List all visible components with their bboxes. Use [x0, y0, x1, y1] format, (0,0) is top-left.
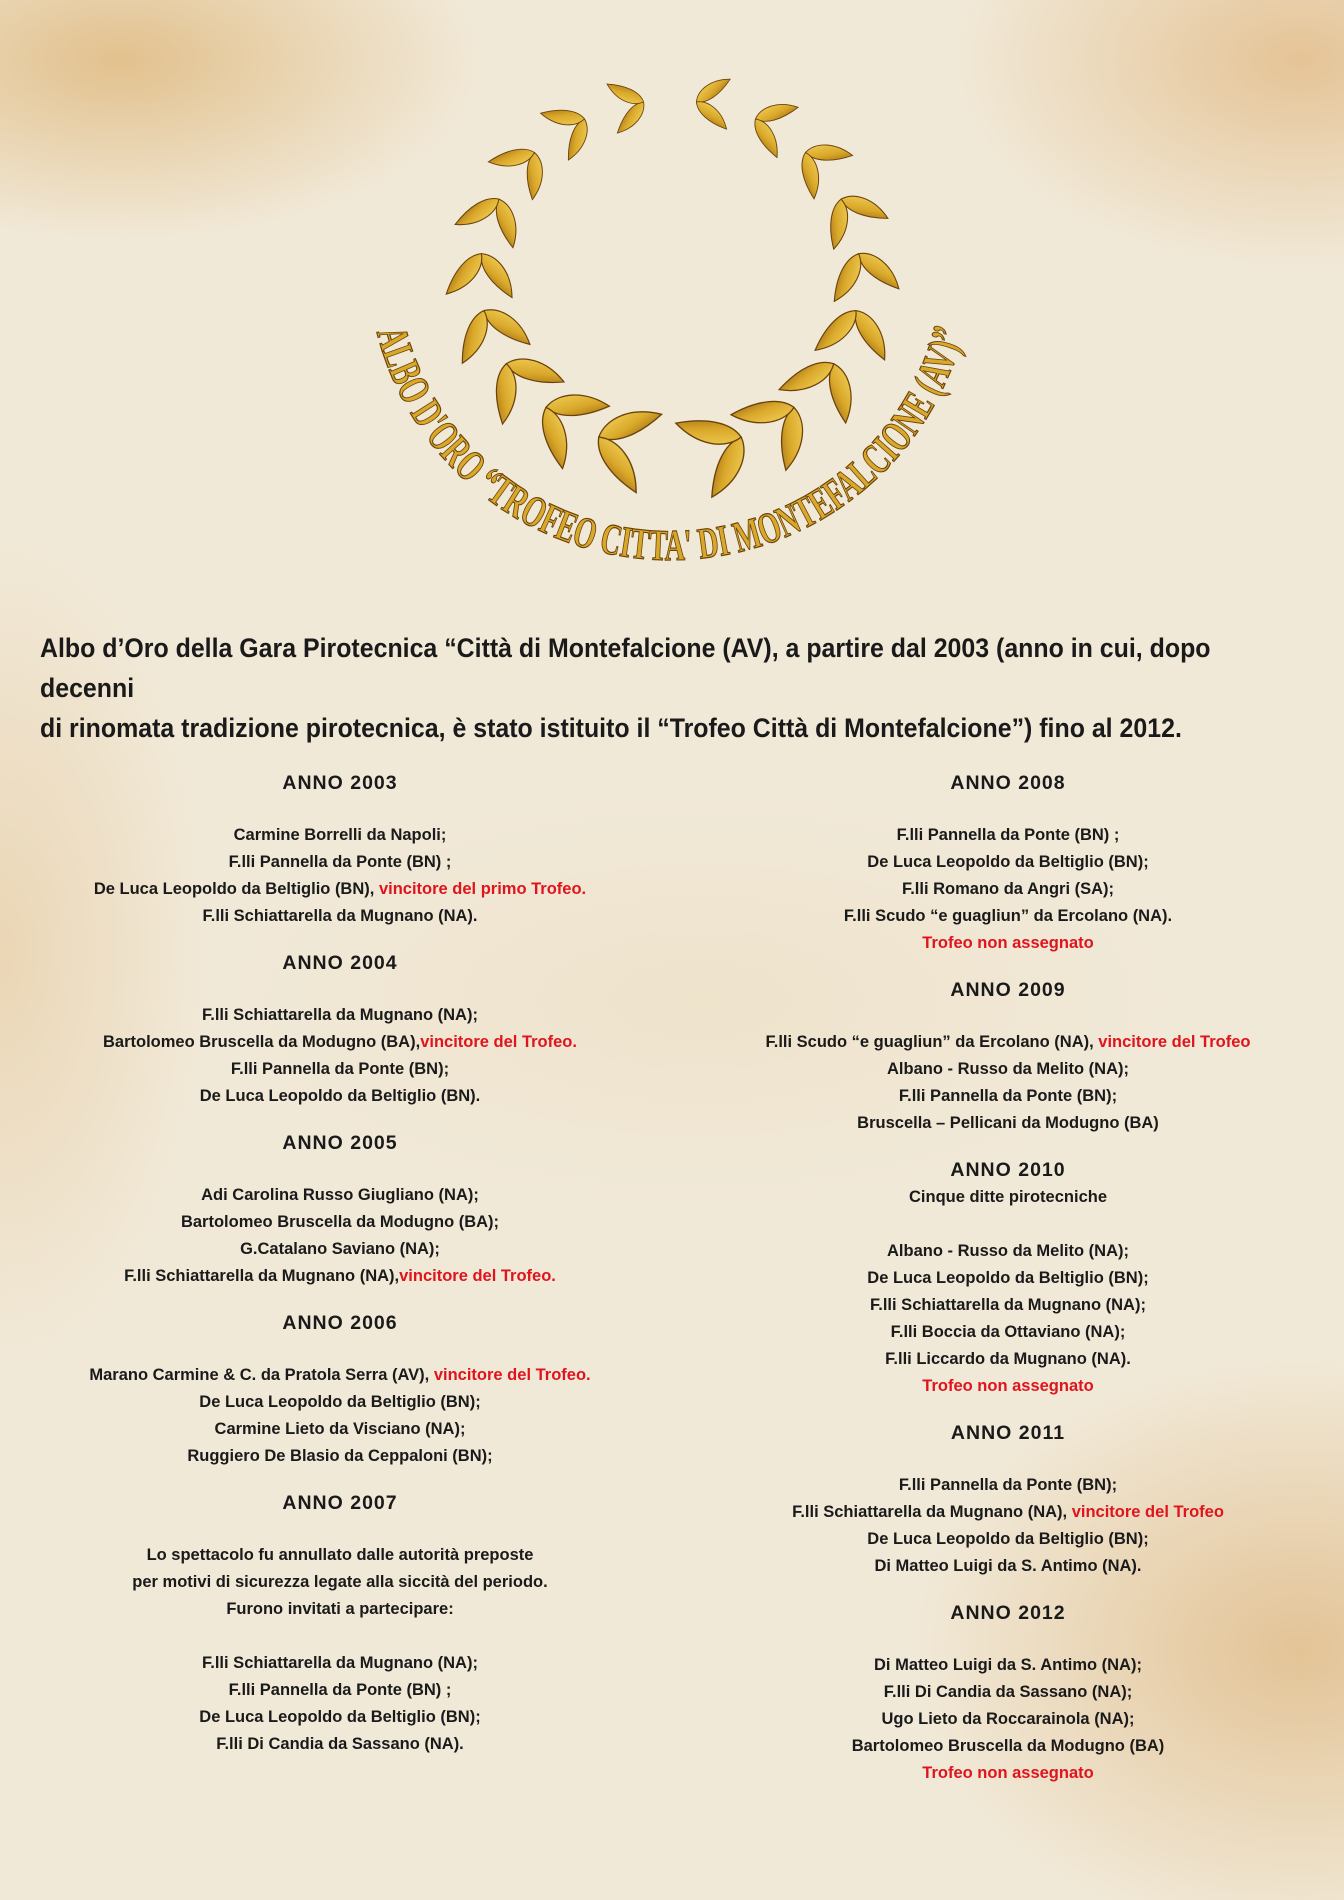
entry-line: F.lli Di Candia da Sassano (NA).: [216, 1735, 464, 1753]
entry-line: Bartolomeo Bruscella da Modugno (BA);: [180, 1213, 500, 1231]
entry-text: Marano Carmine & C. da Pratola Serra (AV),: [89, 1366, 434, 1384]
entry-line: Bruscella – Pellicani da Modugno (BA): [857, 1114, 1159, 1132]
winner-note: vincitore del Trofeo.: [420, 1033, 577, 1051]
entry-line: Albano - Russo da Melito (NA);: [887, 1242, 1129, 1260]
entry-line: Ruggiero De Blasio da Ceppaloni (BN);: [187, 1447, 493, 1465]
note-line: per motivi di sicurezza legate alla siccità del periodo.: [132, 1573, 548, 1591]
year-2009-block: [688, 977, 1328, 1137]
subtitle-line: Cinque ditte pirotecniche: [908, 1188, 1108, 1206]
laurel-leaf: [854, 245, 904, 295]
winner-note: vincitore del Trofeo: [1098, 1033, 1251, 1051]
year-heading: ANNO 2007: [282, 1492, 398, 1514]
year-2012-block: [688, 1600, 1328, 1787]
intro-paragraph: [40, 628, 1243, 748]
entry-line: De Luca Leopoldo da Beltiglio (BN);: [867, 1269, 1149, 1287]
entry-line: F.lli Di Candia da Sassano (NA);: [883, 1683, 1133, 1701]
entry-line: [20, 1029, 660, 1056]
year-heading: ANNO 2004: [282, 952, 398, 974]
year-2003-block: [20, 770, 660, 930]
winner-note: vincitore del Trofeo.: [399, 1267, 556, 1285]
year-heading: ANNO 2005: [282, 1132, 398, 1154]
laurel-leaf: [693, 96, 731, 134]
year-heading: ANNO 2003: [282, 772, 398, 794]
intro-line-2: di rinomata tradizione pirotecnica, è stato istituito il “Trofeo Città di Montefalcione”) fino al 2012.: [40, 713, 1182, 743]
entry-line: F.lli Schiattarella da Mugnano (NA).: [202, 907, 478, 925]
winner-note: vincitore del primo Trofeo.: [378, 880, 587, 898]
entry-line: F.lli Pannella da Ponte (BN) ;: [228, 1681, 452, 1699]
entry-line: F.lli Liccardo da Mugnano (NA).: [885, 1350, 1131, 1368]
result-note: Trofeo non assegnato: [922, 1764, 1094, 1782]
entry-line: F.lli Schiattarella da Mugnano (NA);: [202, 1006, 478, 1024]
result-note: Trofeo non assegnato: [922, 934, 1094, 952]
entry-line: Ugo Lieto da Roccarainola (NA);: [881, 1710, 1135, 1728]
entry-line: Di Matteo Luigi da S. Antimo (NA);: [874, 1656, 1142, 1674]
year-2008-block: [688, 770, 1328, 957]
winner-note: vincitore del Trofeo: [1071, 1503, 1224, 1521]
year-2004-block: [20, 950, 660, 1110]
laurel-leaves: [440, 74, 905, 502]
laurel-leaf: [692, 74, 734, 106]
right-column: [688, 770, 1328, 1807]
note-line: Furono invitati a partecipare:: [226, 1600, 454, 1618]
entry-text: F.lli Schiattarella da Mugnano (NA),: [124, 1267, 400, 1285]
year-2011-block: [688, 1420, 1328, 1580]
entry-line: Albano - Russo da Melito (NA);: [887, 1060, 1129, 1078]
entry-line: [688, 1499, 1328, 1526]
year-2005-block: [20, 1130, 660, 1290]
year-heading: ANNO 2008: [950, 772, 1066, 794]
entry-line: Bartolomeo Bruscella da Modugno (BA): [851, 1737, 1165, 1755]
year-2010-block: [688, 1157, 1328, 1400]
entry-line: F.lli Pannella da Ponte (BN);: [230, 1060, 450, 1078]
year-2007-block: [20, 1490, 660, 1758]
laurel-leaf: [480, 301, 535, 352]
entry-line: De Luca Leopoldo da Beltiglio (BN);: [867, 853, 1149, 871]
laurel-leaf: [440, 250, 490, 300]
year-heading: ANNO 2006: [282, 1312, 398, 1334]
laurel-leaf: [809, 306, 865, 357]
year-heading: ANNO 2011: [950, 1422, 1066, 1444]
entry-text: F.lli Schiattarella da Mugnano (NA),: [792, 1503, 1072, 1521]
spacer: [20, 1623, 660, 1650]
entry-line: Di Matteo Luigi da S. Antimo (NA).: [874, 1557, 1142, 1575]
laurel-leaf: [451, 194, 504, 231]
entry-line: F.lli Boccia da Ottaviano (NA);: [890, 1323, 1126, 1341]
laurel-leaf: [592, 430, 644, 499]
entry-text: De Luca Leopoldo da Beltiglio (BN),: [93, 880, 379, 898]
laurel-leaf: [612, 99, 650, 137]
year-heading: ANNO 2012: [950, 1602, 1066, 1624]
entry-line: F.lli Scudo “e guagliun” da Ercolano (NA).: [843, 907, 1173, 925]
entry-text: F.lli Scudo “e guagliun” da Ercolano (NA),: [765, 1033, 1099, 1051]
entry-line: [688, 1029, 1328, 1056]
laurel-wreath-emblem: [340, 60, 1000, 600]
entry-line: F.lli Pannella da Ponte (BN) ;: [228, 853, 452, 871]
entry-line: Adi Carolina Russo Giugliano (NA);: [201, 1186, 479, 1204]
winner-note: vincitore del Trofeo.: [433, 1366, 591, 1384]
entry-line: De Luca Leopoldo da Beltiglio (BN);: [867, 1530, 1149, 1548]
entry-line: [20, 876, 660, 903]
crest-arc-text: ALBO D'ORO “TROFEO CITTA' DI MONTEFALCIONE (AV)”: [367, 314, 976, 571]
entry-line: Carmine Lieto da Visciano (NA);: [214, 1420, 466, 1438]
entry-line: [20, 1263, 660, 1290]
year-heading: ANNO 2010: [950, 1159, 1066, 1181]
entry-line: F.lli Schiattarella da Mugnano (NA);: [870, 1296, 1146, 1314]
entry-line: F.lli Pannella da Ponte (BN);: [898, 1476, 1118, 1494]
entry-line: De Luca Leopoldo da Beltiglio (BN).: [199, 1087, 481, 1105]
laurel-leaf: [476, 248, 519, 303]
entry-line: F.lli Pannella da Ponte (BN);: [898, 1087, 1118, 1105]
entry-line: G.Catalano Saviano (NA);: [240, 1240, 440, 1258]
left-column: [20, 770, 660, 1778]
entry-text: Bartolomeo Bruscella da Modugno (BA),: [103, 1033, 421, 1051]
entry-line: [20, 1362, 660, 1389]
entry-line: F.lli Romano da Angri (SA);: [901, 880, 1115, 898]
entry-line: F.lli Schiattarella da Mugnano (NA);: [202, 1654, 478, 1672]
entry-line: F.lli Pannella da Ponte (BN) ;: [896, 826, 1120, 844]
spacer: [688, 1211, 1328, 1238]
entry-line: De Luca Leopoldo da Beltiglio (BN);: [199, 1393, 481, 1411]
result-note: Trofeo non assegnato: [922, 1377, 1094, 1395]
entry-line: De Luca Leopoldo da Beltiglio (BN);: [199, 1708, 481, 1726]
intro-line-1: Albo d’Oro della Gara Pirotecnica “Città di Montefalcione (AV), a partire dal 2003 (anno in cui, dopo decenni: [40, 633, 1211, 703]
year-heading: ANNO 2009: [950, 979, 1066, 1001]
year-2006-block: [20, 1310, 660, 1470]
entry-line: Carmine Borrelli da Napoli;: [233, 826, 447, 844]
note-line: Lo spettacolo fu annullato dalle autorità preposte: [146, 1546, 534, 1564]
